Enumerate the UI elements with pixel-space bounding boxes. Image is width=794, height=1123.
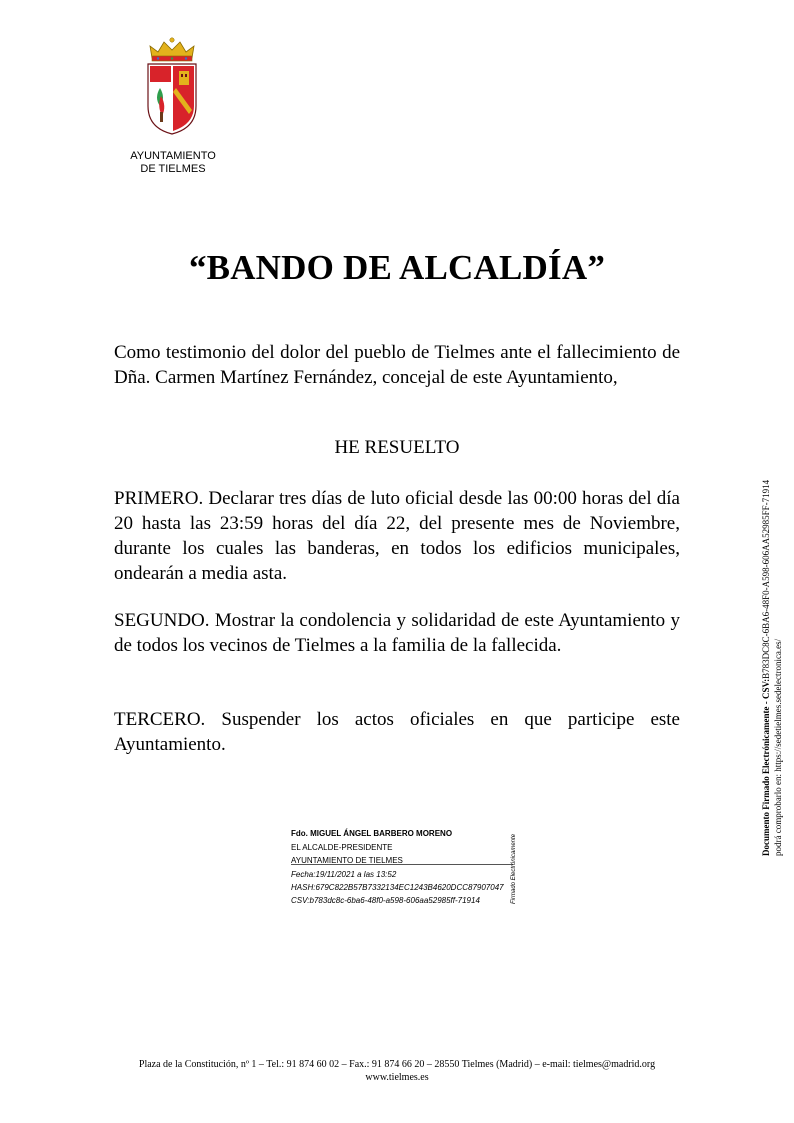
footer-website: www.tielmes.es (365, 1072, 429, 1083)
resolved-heading: HE RESUELTO (334, 437, 460, 458)
signed-electronically-label: Firmado Electrónicamente (511, 833, 517, 904)
side-note-line1 (760, 480, 772, 856)
page-footer (0, 1058, 794, 1084)
side-note-csv: B783DC8C-6BA6-48F0-A598-606AA52985FF-71914 (761, 479, 771, 679)
signature-csv: CSV:b783dc8c-6ba6-48f0-a598-606aa52985ff-71914 (291, 896, 480, 905)
crown-icon (150, 38, 194, 61)
segundo-paragraph: SEGUNDO. Mostrar la condolencia y solidaridad de este Ayuntamiento y de todos los vecinos de Tielmes a la familia de la fallecida. (114, 610, 680, 656)
coat-of-arms-logo (140, 36, 204, 136)
footer-address: Plaza de la Constitución, nº 1 – Tel.: 91 874 60 02 – Fax.: 91 874 66 20 – 28550 Tielmes (Madrid) – e-mail: tielmes@madrid.org (138, 1059, 656, 1070)
tercero-paragraph: TERCERO. Suspender los actos oficiales en que participe este Ayuntamiento. (114, 709, 680, 755)
org-name-line1: AYUNTAMIENTO (130, 150, 216, 162)
org-name-line2: DE TIELMES (140, 163, 206, 175)
signature-date: Fecha:19/11/2021 a las 13:52 (291, 870, 397, 879)
intro-paragraph: Como testimonio del dolor del pueblo de Tielmes ante el fallecimiento de Dña. Carmen Martínez Fernández, concejal de este Ayuntamiento, (114, 342, 680, 388)
signature-divider (291, 864, 513, 865)
organization-name (100, 150, 246, 176)
signer-organization: AYUNTAMIENTO DE TIELMES (291, 856, 403, 865)
signed-by: Fdo. MIGUEL ÁNGEL BARBERO MORENO (291, 829, 453, 838)
signer-role: EL ALCALDE-PRESIDENTE (291, 843, 393, 852)
side-note-line2: podrá comprobarlo en: https://sedetielmes.sedelectronica.es/ (773, 638, 783, 856)
primero-paragraph: PRIMERO. Declarar tres días de luto oficial desde las 00:00 horas del día 20 hasta las 23:59 horas del día 22, del presente mes de Noviembre, durante los cuales las banderas, en todos los edificios municipales, ondearán a media asta. (114, 488, 680, 584)
side-note-bold: Documento Firmado Electrónicamente - CSV: (761, 678, 771, 856)
signature-hash: HASH:679C822B57B7332134EC1243B4620DCC87907047 (291, 883, 504, 892)
document-title: “BANDO DE ALCALDÍA” (188, 248, 606, 287)
side-verification-note (760, 480, 784, 856)
electronic-signature-block (285, 826, 535, 916)
